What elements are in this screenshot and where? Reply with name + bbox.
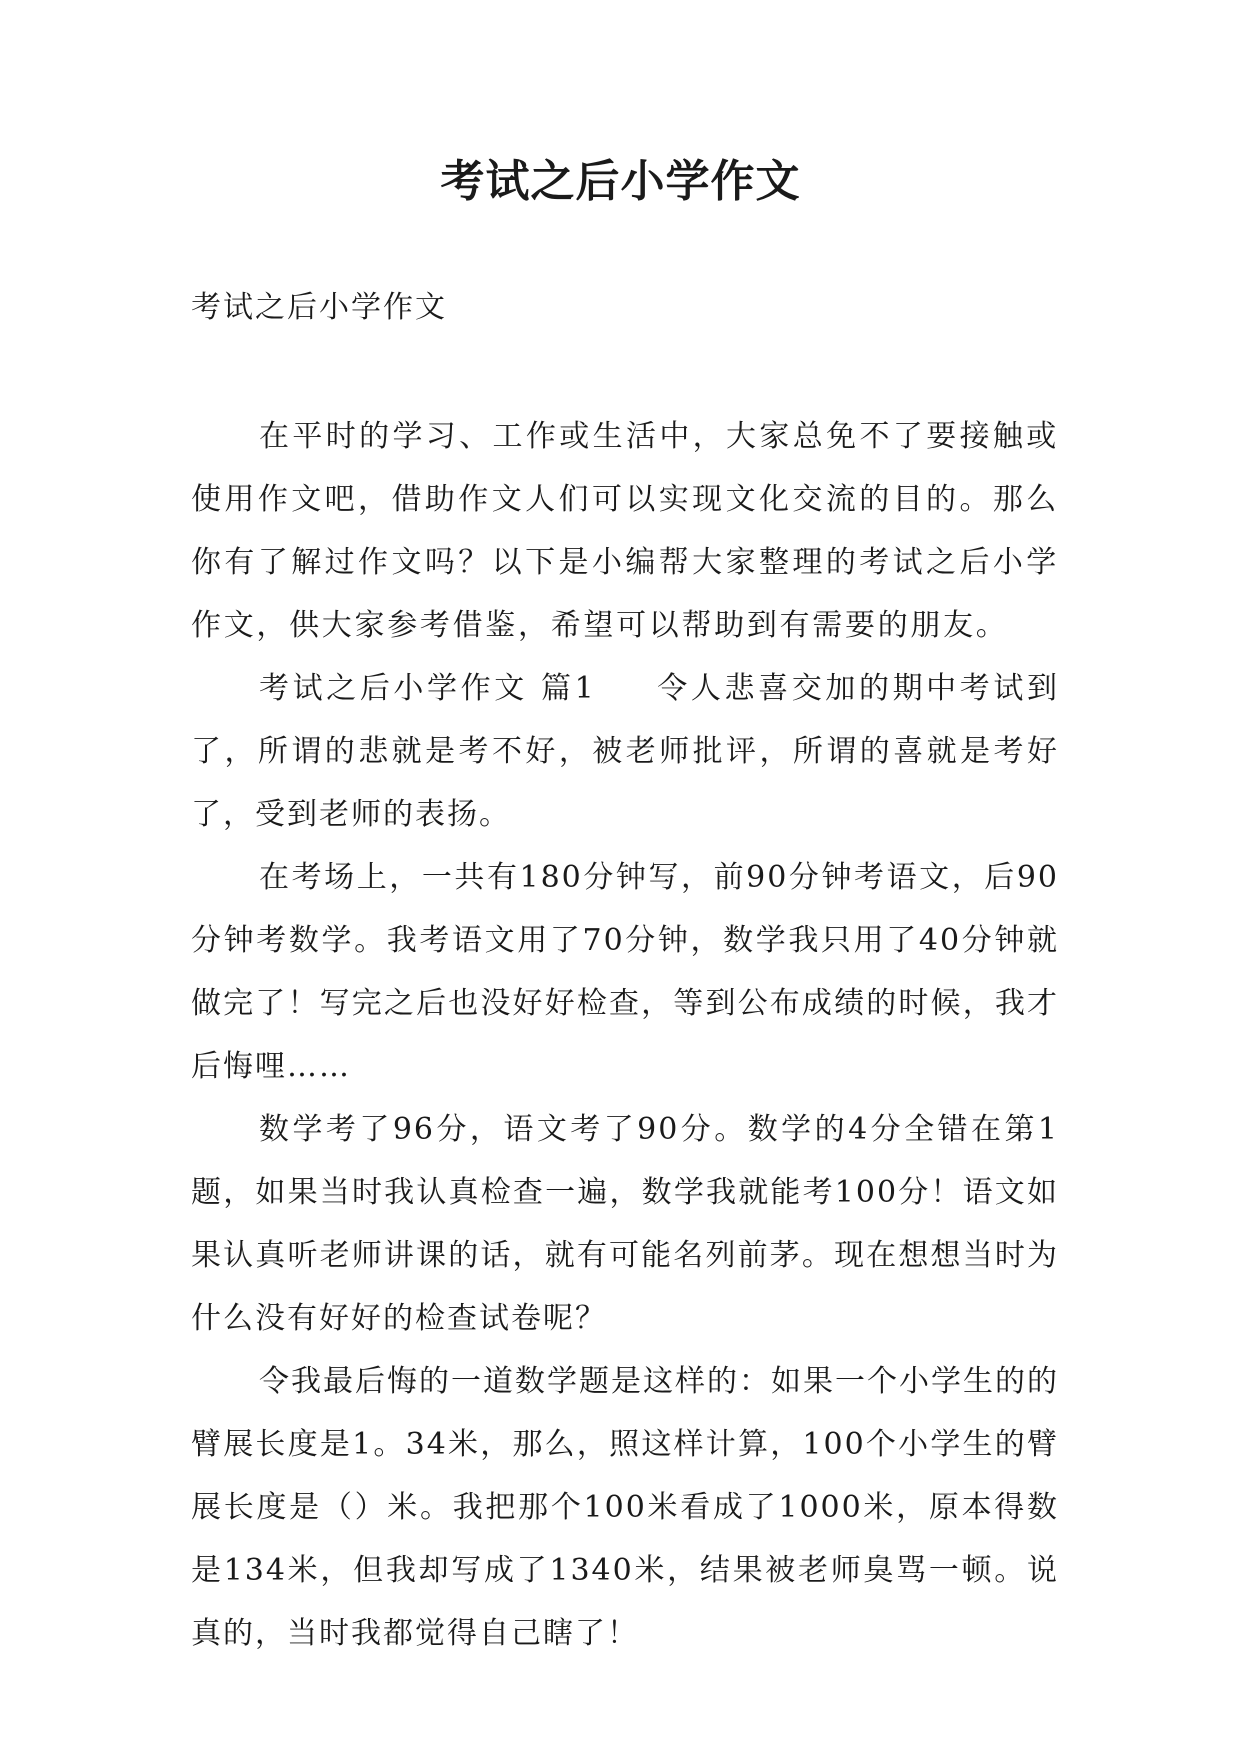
section-heading: 考试之后小学作文 篇1 bbox=[259, 671, 596, 706]
document-subtitle: 考试之后小学作文 bbox=[191, 290, 447, 325]
section-first-paragraph bbox=[191, 657, 1059, 846]
body-paragraph: 令我最后悔的一道数学题是这样的：如果一个小学生的的臂展长度是1。34米，那么，照这样计算，100个小学生的臂展长度是（）米。我把那个100米看成了1000米，原本得数是134米，但我却写成了1340米，结果被老师臭骂一顿。说真的，当时我都觉得自己瞎了！ bbox=[191, 1364, 1059, 1651]
section-first-text: 令人悲喜交加的期中考试到了，所谓的悲就是考不好，被老师批评，所谓的喜就是考好了，受到老师的表扬。 bbox=[191, 671, 1059, 832]
intro-paragraph: 在平时的学习、工作或生活中，大家总免不了要接触或使用作文吧，借助作文人们可以实现文化交流的目的。那么你有了解过作文吗？以下是小编帮大家整理的考试之后小学作文，供大家参考借鉴，希望可以帮助到有需要的朋友。 bbox=[191, 419, 1059, 643]
body-paragraph: 在考场上，一共有180分钟写，前90分钟考语文，后90分钟考数学。我考语文用了70分钟，数学我只用了40分钟就做完了！写完之后也没好好检查，等到公布成绩的时候，我才后悔哩…… bbox=[191, 860, 1059, 1084]
document-body bbox=[191, 405, 1059, 1665]
body-paragraph: 数学考了96分，语文考了90分。数学的4分全错在第1题，如果当时我认真检查一遍，数学我就能考100分！语文如果认真听老师讲课的话，就有可能名列前茅。现在想想当时为什么没有好好的检查试卷呢？ bbox=[191, 1112, 1059, 1336]
document-title: 考试之后小学作文 bbox=[440, 156, 801, 207]
